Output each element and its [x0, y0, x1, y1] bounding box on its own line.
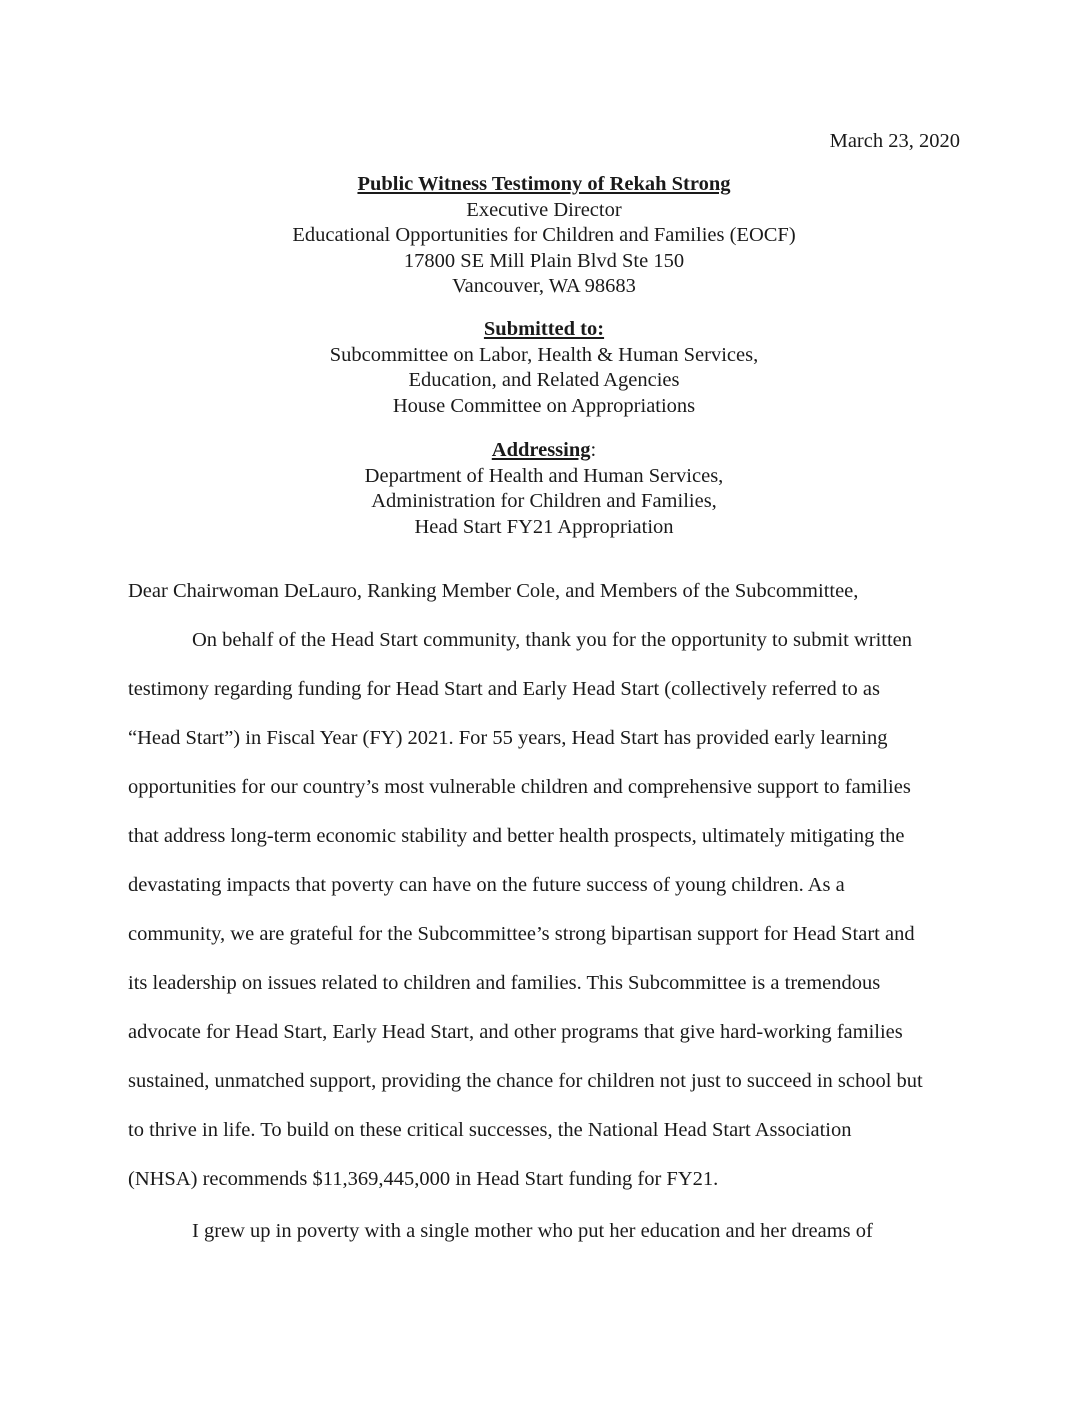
submitted-to-block	[0, 317, 1088, 419]
paragraph-line: opportunities for our country’s most vulnerable children and comprehensive support to families	[128, 776, 911, 798]
paragraph-line: devastating impacts that poverty can have on the future success of young children. As a	[128, 874, 845, 896]
paragraph-line: (NHSA) recommends $11,369,445,000 in Head Start funding for FY21.	[128, 1168, 719, 1190]
body-paragraph-1	[128, 627, 923, 1215]
paragraph-line: advocate for Head Start, Early Head Start, and other programs that give hard-working families	[128, 1021, 903, 1043]
addressing-line: Administration for Children and Families,	[371, 490, 717, 512]
submitted-to-line: Subcommittee on Labor, Health & Human Services,	[329, 343, 759, 366]
letter-date: March 23, 2020	[829, 130, 960, 152]
header-line-organization: Educational Opportunities for Children and Families (EOCF)	[292, 224, 796, 246]
testimony-title: Public Witness Testimony of Rekah Strong	[357, 173, 731, 195]
paragraph-line: community, we are grateful for the Subcommittee’s strong bipartisan support for Head Start and	[128, 923, 915, 945]
paragraph-line: to thrive in life. To build on these critical successes, the National Head Start Association	[128, 1119, 852, 1141]
header-line-street: 17800 SE Mill Plain Blvd Ste 150	[403, 249, 685, 272]
submitted-to-line: House Committee on Appropriations	[392, 394, 696, 417]
paragraph-line: that address long-term economic stability and better health prospects, ultimately mitigating the	[128, 825, 905, 847]
submitted-to-heading: Submitted to:	[483, 318, 605, 340]
paragraph-line: On behalf of the Head Start community, thank you for the opportunity to submit written	[192, 629, 913, 651]
paragraph-line: “Head Start”) in Fiscal Year (FY) 2021. For 55 years, Head Start has provided early learning	[128, 727, 888, 749]
addressing-line: Head Start FY21 Appropriation	[414, 515, 674, 538]
body-paragraph-2	[128, 1218, 873, 1267]
addressing-heading-line	[0, 438, 1088, 464]
submitted-to-line: Education, and Related Agencies	[408, 369, 680, 391]
header-line-city: Vancouver, WA 98683	[452, 275, 636, 297]
paragraph-line: testimony regarding funding for Head Start and Early Head Start (collectively referred to as	[128, 678, 880, 700]
addressing-line: Department of Health and Human Services,	[364, 464, 724, 487]
addressing-block	[0, 438, 1088, 540]
addressing-heading-colon: :	[590, 439, 597, 461]
paragraph-line: sustained, unmatched support, providing the chance for children not just to succeed in school but	[128, 1070, 923, 1092]
salutation: Dear Chairwoman DeLauro, Ranking Member Cole, and Members of the Subcommittee,	[128, 580, 859, 602]
paragraph-line: I grew up in poverty with a single mother who put her education and her dreams of	[192, 1220, 873, 1242]
testimony-header	[0, 172, 1088, 300]
addressing-heading: Addressing	[491, 439, 591, 461]
header-line-role: Executive Director	[466, 198, 622, 221]
paragraph-line: its leadership on issues related to children and families. This Subcommittee is a tremendous	[128, 972, 881, 994]
